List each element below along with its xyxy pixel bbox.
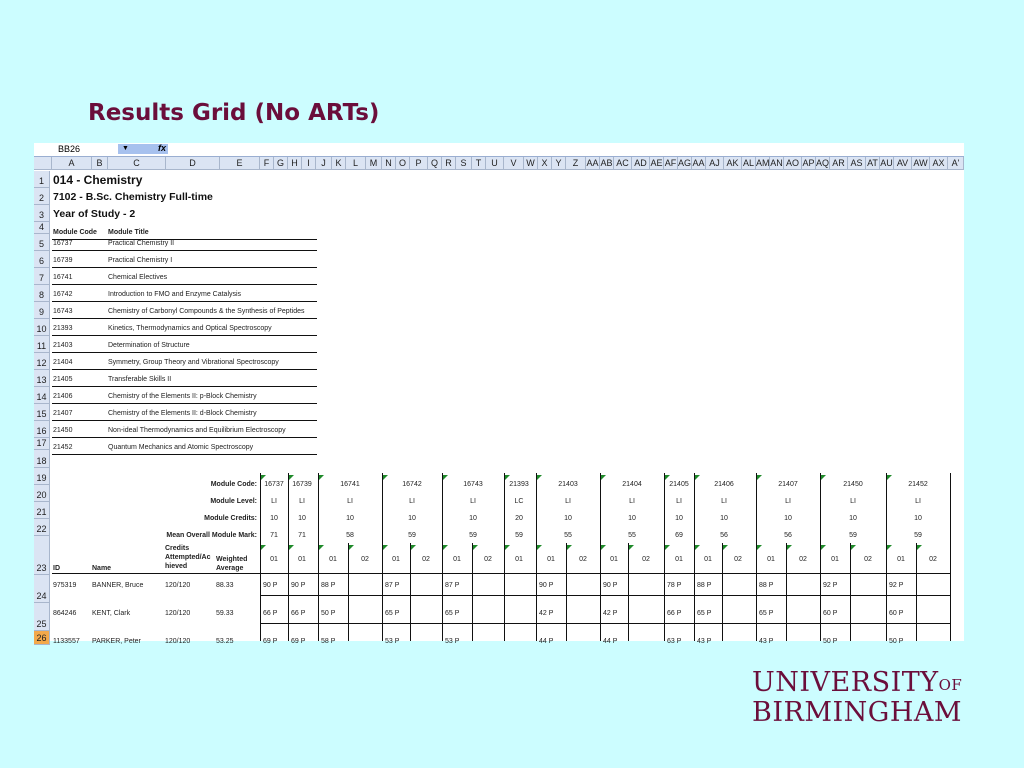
comment-marker (821, 545, 826, 550)
row-header[interactable]: 20 (34, 485, 50, 502)
module-title: Transferable Skills II (108, 376, 172, 383)
row-header[interactable]: 19 (34, 468, 50, 485)
column-header[interactable]: AA (692, 158, 705, 168)
column-header[interactable]: G (274, 157, 288, 170)
grid-module-level: LI (785, 498, 791, 505)
module-code: 21450 (53, 427, 73, 434)
row-header[interactable]: 23 (34, 536, 50, 575)
column-header[interactable]: L (346, 157, 366, 170)
row-header[interactable]: 5 (34, 234, 50, 251)
comment-marker (411, 545, 416, 550)
occurrence: 01 (897, 556, 905, 563)
row-header[interactable]: 2 (34, 188, 50, 205)
university-logo (752, 668, 962, 728)
logo-line2: BIRMINGHAM (752, 697, 963, 728)
grid-module-level: LI (299, 498, 305, 505)
column-header[interactable]: N (382, 157, 396, 170)
occurrence: 02 (361, 556, 369, 563)
mark-cell[interactable]: 90 P (263, 582, 278, 589)
column-header[interactable]: AE (650, 158, 663, 168)
grid-module-level: LI (409, 498, 415, 505)
label-credits: Credits Attempted/Ac hieved (165, 545, 211, 570)
occurrence: 01 (329, 556, 337, 563)
column-header[interactable]: AS (848, 157, 866, 170)
column-header[interactable]: AO (784, 157, 802, 170)
module-code: 16739 (53, 257, 73, 264)
student-average[interactable]: 53.25 (216, 638, 234, 645)
column-header[interactable]: A' (948, 157, 964, 170)
mark-cell[interactable]: 66 P (667, 610, 682, 617)
module-code: 21406 (53, 393, 73, 400)
occurrence: 02 (734, 556, 742, 563)
comment-marker (887, 545, 892, 550)
module-code: 16737 (53, 240, 73, 247)
grid-module-mean: 69 (675, 532, 683, 539)
grid-module-mean: 71 (270, 532, 278, 539)
grid-module-credits: 10 (628, 515, 636, 522)
grid-module-code: 21406 (714, 481, 734, 488)
row-header[interactable]: 15 (34, 404, 50, 421)
comment-marker (723, 545, 728, 550)
column-header[interactable]: I (302, 157, 316, 170)
row-line (260, 595, 950, 596)
student-id[interactable]: 1133557 (53, 638, 80, 645)
comment-marker (665, 545, 670, 550)
grid-module-level: LC (514, 498, 524, 505)
grid-module-credits: 10 (720, 515, 728, 522)
mark-cell[interactable]: 44 P (603, 638, 618, 645)
formula-bar (34, 143, 964, 157)
row-header[interactable]: 26 (34, 631, 50, 645)
module-code-header: Module Code (53, 229, 97, 236)
row-header[interactable]: 4 (34, 222, 50, 234)
mark-cell[interactable]: 88 P (759, 582, 774, 589)
mark-cell[interactable]: 66 P (291, 610, 306, 617)
grid-module-code: 21407 (778, 481, 798, 488)
grid-module-credits: 10 (346, 515, 354, 522)
module-title: Symmetry, Group Theory and Vibrational Spectroscopy (108, 359, 279, 366)
row-header[interactable]: 8 (34, 285, 50, 302)
grid-module-code: 21403 (558, 481, 578, 488)
grid-line (950, 473, 951, 641)
occurrence: 02 (422, 556, 430, 563)
module-code: 21407 (53, 410, 73, 417)
column-header[interactable]: R (442, 157, 456, 170)
mark-cell[interactable]: 65 P (697, 610, 712, 617)
grid-module-level: LI (850, 498, 856, 505)
comment-marker (261, 545, 266, 550)
module-code: 21404 (53, 359, 73, 366)
column-header[interactable]: W (524, 157, 538, 170)
underline (52, 318, 317, 319)
mark-cell[interactable]: 42 P (539, 610, 554, 617)
grid-module-code: 16737 (264, 481, 284, 488)
comment-marker (349, 545, 354, 550)
grid-module-level: LI (347, 498, 353, 505)
comment-marker (289, 545, 294, 550)
row-header[interactable]: 1 (34, 171, 50, 188)
column-header[interactable]: AA (586, 158, 599, 168)
column-header[interactable]: M (366, 157, 382, 170)
mark-cell[interactable]: 69 P (263, 638, 278, 645)
column-header[interactable]: AG (678, 158, 692, 168)
row-header[interactable]: 25 (34, 603, 50, 631)
mark-cell[interactable]: 90 P (539, 582, 554, 589)
slide-title: Results Grid (No ARTs) (88, 100, 380, 126)
grid-module-credits: 10 (849, 515, 857, 522)
grid-module-credits: 10 (469, 515, 477, 522)
underline (52, 573, 260, 574)
module-title: Kinetics, Thermodynamics and Optical Spectroscopy (108, 325, 272, 332)
column-header[interactable]: Y (552, 157, 566, 170)
comment-marker (601, 545, 606, 550)
module-title: Determination of Structure (108, 342, 190, 349)
underline (52, 250, 317, 251)
module-code: 21452 (53, 444, 73, 451)
row-header[interactable]: 7 (34, 268, 50, 285)
comment-marker (917, 545, 922, 550)
comment-marker (787, 545, 792, 550)
occurrence: 02 (642, 556, 650, 563)
underline (52, 267, 317, 268)
module-title: Practical Chemistry I (108, 257, 173, 264)
underline (52, 301, 317, 302)
row-header[interactable]: 3 (34, 205, 50, 222)
grid-module-code: 21450 (843, 481, 863, 488)
label-id: ID (53, 565, 60, 572)
mark-cell[interactable]: 60 P (889, 610, 904, 617)
mark-cell[interactable]: 60 P (823, 610, 838, 617)
module-code: 21393 (53, 325, 73, 332)
occurrence: 01 (767, 556, 775, 563)
column-header[interactable]: AX (930, 157, 948, 170)
module-title: Chemical Electives (108, 274, 168, 281)
mark-cell[interactable]: 87 P (385, 582, 400, 589)
occurrence: 01 (704, 556, 712, 563)
grid-module-credits: 10 (298, 515, 306, 522)
logo-of: OF (938, 676, 963, 694)
module-code: 21403 (53, 342, 73, 349)
occurrence: 02 (864, 556, 872, 563)
grid-module-level: LI (271, 498, 277, 505)
occurrence: 01 (675, 556, 683, 563)
grid-module-code: 21452 (908, 481, 928, 488)
column-header[interactable]: O (396, 157, 410, 170)
comment-marker (505, 545, 510, 550)
grid-module-code: 16742 (402, 481, 422, 488)
mark-cell[interactable]: 66 P (263, 610, 278, 617)
underline (52, 369, 317, 370)
mark-cell[interactable]: 43 P (697, 638, 712, 645)
column-header[interactable]: D (166, 157, 220, 170)
label-name: Name (92, 565, 112, 572)
row-header[interactable]: 13 (34, 370, 50, 387)
programme-title: 7102 - B.Sc. Chemistry Full-time (53, 191, 213, 203)
module-title: Chemistry of the Elements II: d-Block Chemistry (108, 410, 257, 417)
row-header[interactable]: 10 (34, 319, 50, 336)
grid-module-level: LI (629, 498, 635, 505)
mark-cell[interactable]: 53 P (445, 638, 460, 645)
module-title: Quantum Mechanics and Atomic Spectroscopy (108, 444, 254, 451)
column-header[interactable]: P (410, 157, 428, 170)
mark-cell[interactable]: 69 P (291, 638, 306, 645)
column-header[interactable]: U (486, 157, 504, 170)
column-header[interactable]: AW (912, 157, 930, 170)
underline (52, 386, 317, 387)
comment-marker (695, 545, 700, 550)
student-name[interactable]: BANNER, Bruce (92, 582, 144, 589)
row-header[interactable]: 9 (34, 302, 50, 319)
grid-module-credits: 10 (408, 515, 416, 522)
module-code: 16742 (53, 291, 73, 298)
mark-cell[interactable]: 44 P (539, 638, 554, 645)
module-title: Non-ideal Thermodynamics and Equilibrium Electroscopy (108, 427, 286, 434)
column-header[interactable]: S (456, 157, 472, 170)
mark-cell[interactable]: 50 P (321, 610, 336, 617)
comment-marker (567, 545, 572, 550)
column-header[interactable]: H (288, 157, 302, 170)
module-code: 16743 (53, 308, 73, 315)
column-header[interactable]: V (504, 157, 524, 170)
column-header[interactable]: A (52, 157, 92, 170)
column-header[interactable]: E (220, 157, 260, 170)
row-header[interactable]: 11 (34, 336, 50, 353)
column-header[interactable]: C (108, 157, 166, 170)
student-credits[interactable]: 120/120 (165, 610, 191, 617)
row-header[interactable]: 6 (34, 251, 50, 268)
column-header[interactable]: AL (742, 158, 754, 168)
mark-cell[interactable]: 88 P (697, 582, 712, 589)
column-header[interactable]: AJ (706, 157, 724, 170)
grid-module-credits: 20 (515, 515, 523, 522)
column-header[interactable]: AM (756, 158, 770, 168)
grid-module-code: 21404 (622, 481, 642, 488)
grid-module-code: 16741 (340, 481, 360, 488)
label-weighted: Weighted Average (216, 556, 248, 572)
grid-module-mean: 58 (346, 532, 354, 539)
occurrence: 01 (515, 556, 523, 563)
grid-module-mean: 59 (469, 532, 477, 539)
column-header[interactable]: T (472, 157, 486, 170)
module-title: Practical Chemistry II (108, 240, 175, 247)
row-header[interactable]: 21 (34, 502, 50, 519)
comment-marker (537, 545, 542, 550)
occurrence: 01 (453, 556, 461, 563)
grid-module-credits: 10 (270, 515, 278, 522)
mark-cell[interactable]: 42 P (603, 610, 618, 617)
column-header[interactable]: AN (770, 158, 783, 168)
column-header[interactable]: AR (830, 157, 848, 170)
comment-marker (443, 545, 448, 550)
module-title: Chemistry of the Elements II: p-Block Chemistry (108, 393, 257, 400)
mark-cell[interactable]: 65 P (385, 610, 400, 617)
occurrence: 02 (579, 556, 587, 563)
underline (52, 403, 317, 404)
grid-module-credits: 10 (564, 515, 572, 522)
school-title: 014 - Chemistry (53, 173, 143, 187)
grid-module-level: LI (470, 498, 476, 505)
mark-cell[interactable]: 87 P (445, 582, 460, 589)
underline (52, 239, 317, 240)
logo-line1: UNIVERSITY (752, 667, 939, 698)
column-header[interactable]: AB (600, 158, 613, 168)
grid-module-credits: 10 (784, 515, 792, 522)
underline (52, 420, 317, 421)
grid-module-code: 16739 (292, 481, 312, 488)
underline (52, 454, 317, 455)
column-header[interactable]: B (92, 157, 108, 170)
grid-module-mean: 59 (515, 532, 523, 539)
grid-module-mean: 59 (849, 532, 857, 539)
grid-module-level: LI (676, 498, 682, 505)
comment-marker (629, 545, 634, 550)
row-line (260, 623, 950, 624)
grid-module-credits: 10 (914, 515, 922, 522)
occurrence: 02 (799, 556, 807, 563)
column-header[interactable]: AK (724, 157, 742, 170)
mark-cell[interactable]: 90 P (603, 582, 618, 589)
mark-cell[interactable]: 92 P (823, 582, 838, 589)
mark-cell[interactable]: 63 P (667, 638, 682, 645)
column-header[interactable]: AC (614, 157, 632, 170)
grid-module-mean: 55 (628, 532, 636, 539)
comment-marker (757, 545, 762, 550)
chevron-down-icon: ▼ (122, 145, 129, 152)
label-module-code: Module Code: (210, 481, 257, 488)
student-average[interactable]: 59.33 (216, 610, 234, 617)
spreadsheet[interactable] (34, 143, 964, 645)
comment-marker (319, 545, 324, 550)
module-title: Introduction to FMO and Enzyme Catalysis (108, 291, 242, 298)
grid-line (260, 573, 950, 574)
label-module-level: Module Level: (210, 498, 257, 505)
column-header[interactable]: AP (802, 158, 815, 168)
student-credits[interactable]: 120/120 (165, 582, 191, 589)
mark-cell[interactable]: 90 P (291, 582, 306, 589)
module-code: 21405 (53, 376, 73, 383)
underline (52, 352, 317, 353)
mark-cell[interactable]: 58 P (321, 638, 336, 645)
column-header[interactable]: X (538, 157, 552, 170)
module-title-header: Module Title (108, 229, 149, 236)
label-mean-mark: Mean Overall Module Mark: (166, 532, 257, 539)
mark-cell[interactable]: 92 P (889, 582, 904, 589)
grid-module-code: 16743 (463, 481, 483, 488)
underline (52, 335, 317, 336)
occurrence: 02 (484, 556, 492, 563)
module-title: Chemistry of Carbonyl Compounds & the Synthesis of Peptides (108, 308, 305, 315)
occurrence: 01 (831, 556, 839, 563)
mark-cell[interactable]: 53 P (385, 638, 400, 645)
column-header[interactable]: Z (566, 157, 586, 170)
row-header[interactable]: 14 (34, 387, 50, 404)
student-name[interactable]: PARKER, Peter (92, 638, 141, 645)
grid-module-mean: 56 (720, 532, 728, 539)
mark-cell[interactable]: 65 P (759, 610, 774, 617)
grid-module-mean: 56 (784, 532, 792, 539)
student-id[interactable]: 975319 (53, 582, 77, 589)
occurrence: 01 (392, 556, 400, 563)
name-box[interactable]: BB26 (58, 144, 81, 154)
underline (52, 284, 317, 285)
column-header[interactable]: AU (880, 158, 893, 168)
mark-cell[interactable]: 50 P (889, 638, 904, 645)
grid-module-code: 21405 (669, 481, 689, 488)
student-id[interactable]: 864246 (53, 610, 77, 617)
column-header[interactable]: J (316, 157, 332, 170)
occurrence: 01 (270, 556, 278, 563)
column-header[interactable]: AT (866, 157, 880, 170)
grid-module-level: LI (915, 498, 921, 505)
grid-module-mean: 59 (914, 532, 922, 539)
column-header[interactable]: AF (664, 158, 677, 168)
select-all-corner[interactable] (34, 157, 52, 170)
module-code: 16741 (53, 274, 73, 281)
label-module-credits: Module Credits: (204, 515, 257, 522)
mark-cell[interactable]: 65 P (445, 610, 460, 617)
occurrence: 01 (610, 556, 618, 563)
comment-marker (473, 545, 478, 550)
comment-marker (851, 545, 856, 550)
row-header[interactable]: 12 (34, 353, 50, 370)
row-header[interactable]: 18 (34, 450, 50, 468)
row-header[interactable]: 17 (34, 438, 50, 450)
occurrence: 01 (547, 556, 555, 563)
grid-module-credits: 10 (675, 515, 683, 522)
occurrence: 01 (298, 556, 306, 563)
mark-cell[interactable]: 50 P (823, 638, 838, 645)
mark-cell[interactable]: 78 P (667, 582, 682, 589)
column-header[interactable]: AV (894, 157, 912, 170)
fx-icon[interactable]: fx (158, 143, 167, 153)
grid-module-mean: 55 (564, 532, 572, 539)
column-header[interactable]: K (332, 157, 346, 170)
student-average[interactable]: 88.33 (216, 582, 234, 589)
grid-module-mean: 71 (298, 532, 306, 539)
grid-module-mean: 59 (408, 532, 416, 539)
student-name[interactable]: KENT, Clark (92, 610, 131, 617)
underline (52, 437, 317, 438)
comment-marker (383, 545, 388, 550)
column-header[interactable]: F (260, 157, 274, 170)
column-header[interactable]: AQ (816, 158, 830, 168)
mark-cell[interactable]: 43 P (759, 638, 774, 645)
grid-module-code: 21393 (509, 481, 529, 488)
row-header[interactable]: 16 (34, 421, 50, 438)
occurrence: 02 (929, 556, 937, 563)
mark-cell[interactable]: 88 P (321, 582, 336, 589)
column-header[interactable]: Q (428, 157, 442, 170)
row-header[interactable]: 22 (34, 519, 50, 536)
column-header[interactable]: AD (632, 157, 650, 170)
grid-module-level: LI (565, 498, 571, 505)
year-title: Year of Study - 2 (53, 208, 136, 220)
student-credits[interactable]: 120/120 (165, 638, 191, 645)
row-header[interactable]: 24 (34, 575, 50, 603)
grid-module-level: LI (721, 498, 727, 505)
